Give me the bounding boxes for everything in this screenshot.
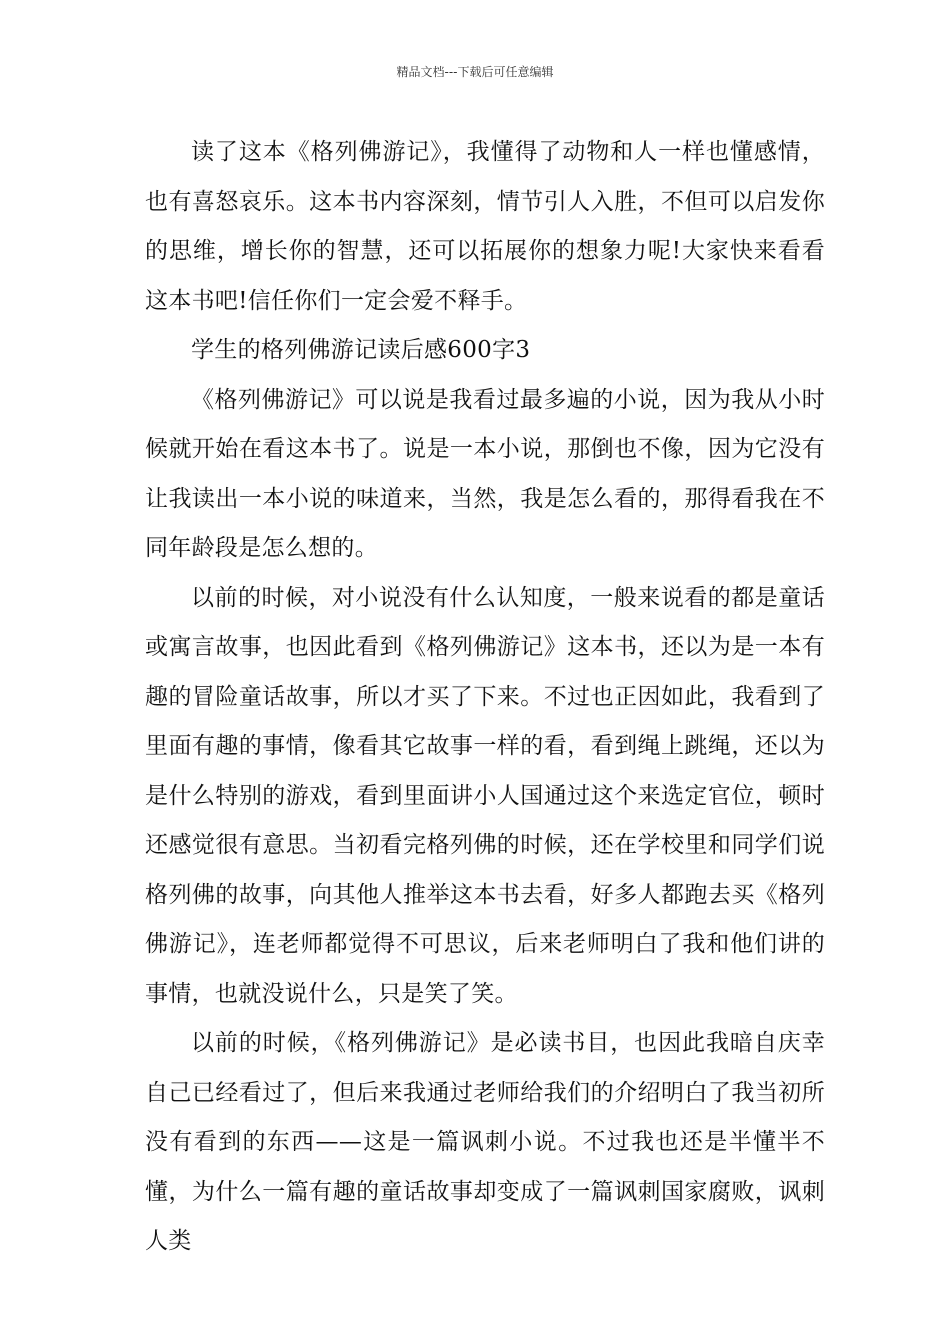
paragraph-4: 以前的时候，《格列佛游记》是必读书目，也因此我暗自庆幸自己已经看过了，但后来我通过老师给我们的介绍明白了我当初所没有看到的东西——这是一篇讽刺小说。不过我也还是半懂半不懂，为什么一篇有趣的童话故事却变成了一篇讽刺国家腐败，讽刺人类 [145,1030,825,1254]
paragraph-1: 读了这本《格列佛游记》，我懂得了动物和人一样也懂感情，也有喜怒哀乐。这本书内容深刻，情节引人入胜，不但可以启发你的思维，增长你的智慧，还可以拓展你的想象力呢!大家快来看看这本书吧!信任你们一定会爱不释手。 [145,139,825,314]
page-header: 精品文档---下载后可任意编辑 [396,65,554,79]
section-title: 学生的格列佛游记读后感600字3 [191,337,531,363]
paragraph-3: 以前的时候，对小说没有什么认知度，一般来说看的都是童话或寓言故事，也因此看到《格列佛游记》这本书，还以为是一本有趣的冒险童话故事，所以才买了下来。不过也正因如此，我看到了里面有趣的事情，像看其它故事一样的看，看到绳上跳绳，还以为是什么特别的游戏，看到里面讲小人国通过这个来选定官位，顿时还感觉很有意思。当初看完格列佛的时候，还在学校里和同学们说格列佛的故事，向其他人推举这本书去看，好多人都跑去买《格列佛游记》，连老师都觉得不可思议，后来老师明白了我和他们讲的事情，也就没说什么，只是笑了笑。 [145,584,825,1007]
document-body [145,128,825,1267]
paragraph-2: 《格列佛游记》可以说是我看过最多遍的小说，因为我从小时候就开始在看这本书了。说是一本小说，那倒也不像，因为它没有让我读出一本小说的味道来，当然，我是怎么看的，那得看我在不同年龄段是怎么想的。 [145,386,825,561]
